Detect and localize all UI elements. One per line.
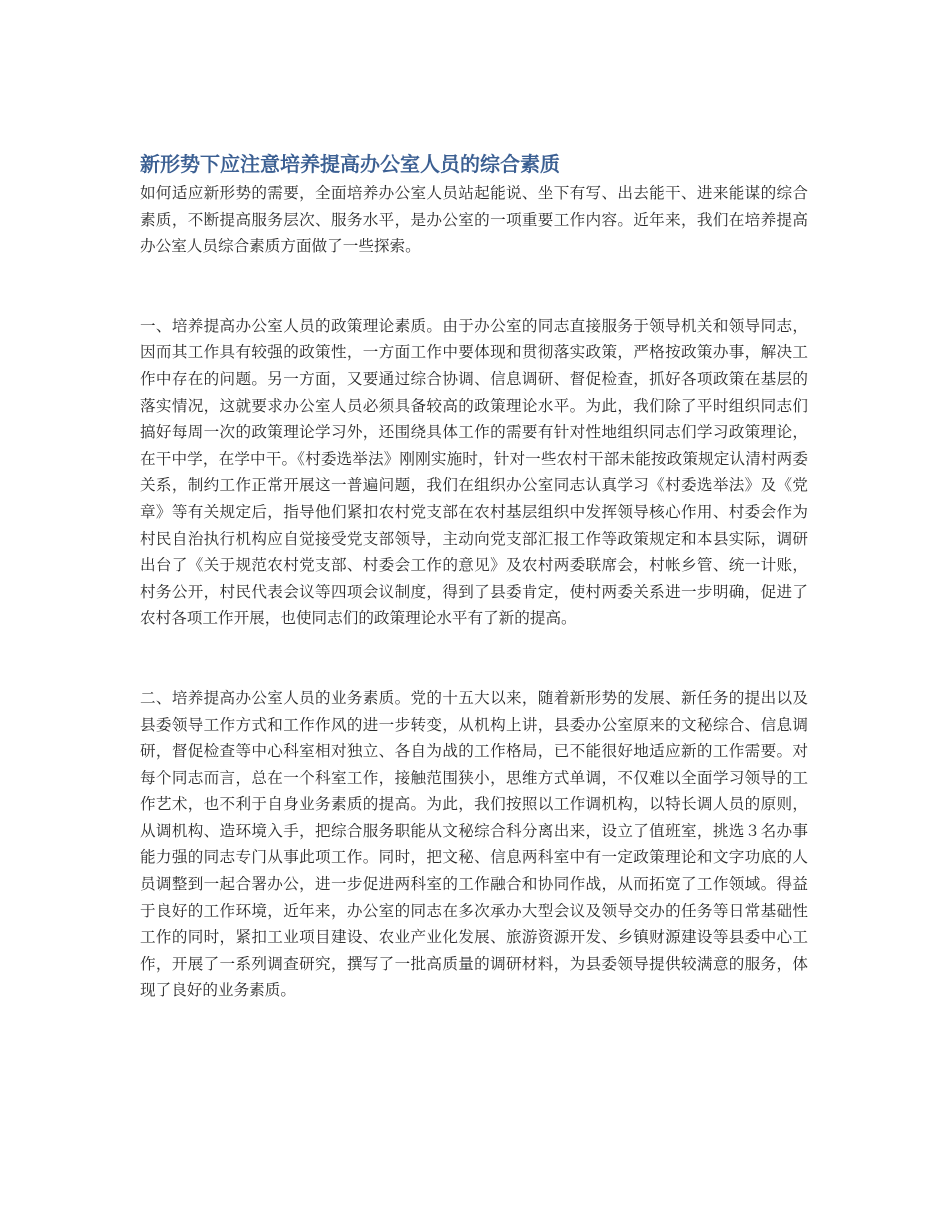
section-2-paragraph: 二、培养提高办公室人员的业务素质。党的十五大以来，随着新形势的发展、新任务的提出以及县委领导工作方式和工作作风的进一步转变，从机构上讲，县委办公室原来的文秘综合、信息调研，督促检查等中心科室相对独立、各自为战的工作格局，已不能很好地适应新的工作需要。对每个同志而言，总在一个科室工作，接触范围狭小，思维方式单调，不仅难以全面学习领导的工作艺术，也不利于自身业务素质的提高。为此，我们按照以工作调机构，以特长调人员的原则，从调机构、造环境入手，把综合服务职能从文秘综合科分离出来，设立了值班室，挑选３名办事能力强的同志专门从事此项工作。同时，把文秘、信息两科室中有一定政策理论和文字功底的人员调整到一起合署办公，进一步促进两科室的工作融合和协同作战，从而拓宽了工作领域。得益于良好的工作环境，近年来，办公室的同志在多次承办大型会议及领导交办的任务等日常基础性工作的同时，紧扣工业项目建设、农业产业化发展、旅游资源开发、乡镇财源建设等县委中心工作，开展了一系列调查研究，撰写了一批高质量的调研材料，为县委领导提供较满意的服务，体现了良好的业务素质。	[140, 688, 808, 1000]
intro-paragraph: 如何适应新形势的需要，全面培养办公室人员站起能说、坐下有写、出去能干、进来能谋的综合素质，不断提高服务层次、服务水平，是办公室的一项重要工作内容。近年来，我们在培养提高办公室人员综合素质方面做了一些探索。	[140, 184, 808, 256]
section-1-paragraph: 一、培养提高办公室人员的政策理论素质。由于办公室的同志直接服务于领导机关和领导同志，因而其工作具有较强的政策性，一方面工作中要体现和贯彻落实政策，严格按政策办事，解决工作中存在的问题。另一方面，又要通过综合协调、信息调研、督促检查，抓好各项政策在基层的落实情况，这就要求办公室人员必须具备较高的政策理论水平。为此，我们除了平时组织同志们搞好每周一次的政策理论学习外，还围绕具体工作的需要有针对性地组织同志们学习政策理论，在干中学，在学中干。《村委选举法》刚刚实施时，针对一些农村干部未能按政策规定认清村两委关系，制约工作正常开展这一普遍问题，我们在组织办公室同志认真学习《村委选举法》及《党章》等有关规定后，指导他们紧扣农村党支部在农村基层组织中发挥领导核心作用、村委会作为村民自治执行机构应自觉接受党支部领导，主动向党支部汇报工作等政策规定和本县实际，调研出台了《关于规范农村党支部、村委会工作的意见》及农村两委联席会，村帐乡管、统一计账，村务公开，村民代表会议等四项会议制度，得到了县委肯定，使村两委关系进一步明确，促进了农村各项工作开展，也使同志们的政策理论水平有了新的提高。	[140, 316, 808, 628]
document-body	[140, 150, 808, 1004]
document-title: 新形势下应注意培养提高办公室人员的综合素质	[140, 152, 560, 176]
